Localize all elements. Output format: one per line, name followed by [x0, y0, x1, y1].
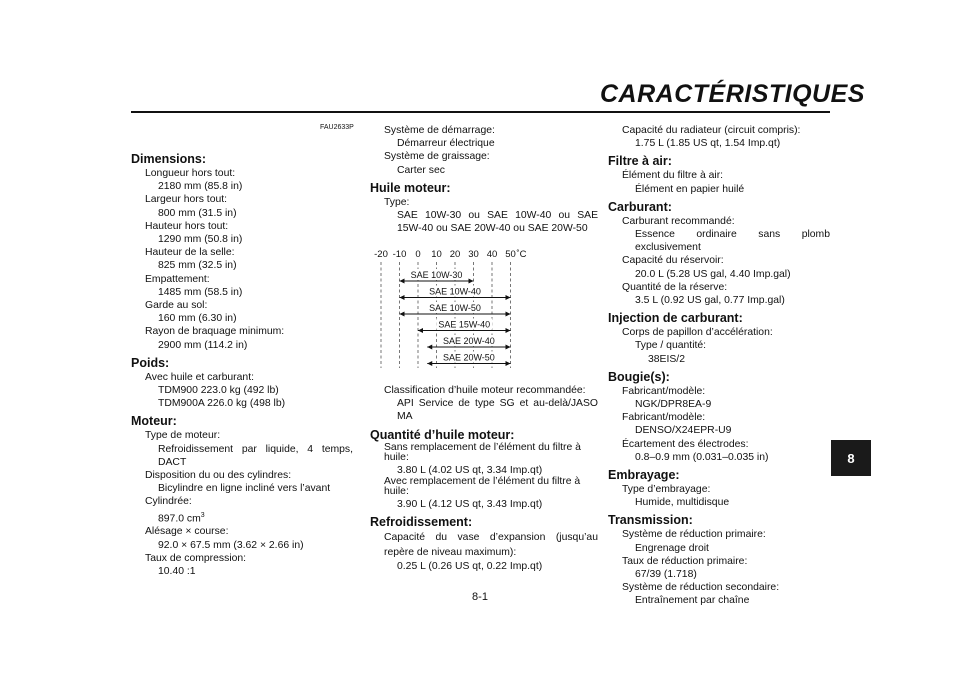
spec-label: Type de moteur:: [145, 430, 221, 442]
spec-label: Avec remplacement de l’élément du filtre à huile:: [384, 475, 581, 498]
spec-value: 160 mm (6.30 in): [158, 313, 237, 325]
spec-value: 92.0 × 67.5 mm (3.62 × 2.66 in): [158, 539, 304, 551]
range-arrow-left: [418, 328, 423, 333]
spec-value: Engrenage droit: [635, 542, 709, 554]
tick-label: -10: [392, 249, 407, 260]
spec-value: 0.8–0.9 mm (0.031–0.035 in): [635, 451, 769, 463]
tick-label: 30: [468, 249, 479, 260]
spec-label: Cylindrée:: [145, 496, 192, 508]
tick-label: 0: [415, 249, 421, 260]
spec-label: Largeur hors tout:: [145, 194, 228, 206]
spec-label: Alésage × course:: [145, 526, 229, 538]
spec-label: Système de réduction secondaire:: [622, 582, 780, 594]
spec-label: Rayon de braquage minimum:: [145, 326, 285, 338]
column-2: [370, 124, 598, 235]
spec-value: 3.5 L (0.92 US gal, 0.77 Imp.gal): [635, 295, 785, 307]
page-number: 8-1: [472, 591, 488, 603]
column-3: [608, 124, 830, 608]
spec-value: Démarreur électrique: [397, 138, 495, 150]
tick-label: 50: [505, 249, 516, 260]
range-arrow-left: [400, 279, 405, 284]
range-label: SAE 10W-40: [429, 286, 481, 297]
spec-value: 0.25 L (0.26 US qt, 0.22 Imp.qt): [397, 561, 543, 573]
spec-label: Capacité du radiateur (circuit compris):: [622, 125, 801, 136]
spec-value: 825 mm (32.5 in): [158, 260, 237, 272]
spec-value: 800 mm (31.5 in): [158, 207, 237, 219]
spec-value: Refroidissement par liquide, 4 temps, DACT: [158, 443, 353, 468]
section-heading-moteur: Moteur:: [131, 414, 177, 429]
tick-label: 20: [449, 249, 461, 260]
tick-label: 40: [486, 249, 498, 260]
range-arrow-left: [427, 345, 432, 350]
spec-label: Taux de réduction primaire:: [622, 555, 748, 567]
range-arrow-right: [469, 279, 474, 284]
spec-value: 1290 mm (50.8 in): [158, 234, 243, 246]
spec-label: Fabricant/modèle:: [622, 385, 706, 397]
section-heading-bougie: Bougie(s):: [608, 369, 670, 384]
column-2-lower: [370, 384, 598, 573]
spec-value: Essence ordinaire sans plomb exclusivement: [635, 229, 830, 254]
spec-label: Longueur hors tout:: [145, 168, 236, 179]
spec-value-displacement: [131, 509, 353, 526]
section-heading-carburant: Carburant:: [608, 199, 672, 214]
spec-label: Capacité du réservoir:: [622, 255, 724, 267]
range-label: SAE 15W-40: [438, 319, 491, 330]
spec-value: Carter sec: [397, 164, 445, 176]
oil-viscosity-chart: [366, 243, 546, 373]
spec-label: Taux de compression:: [145, 552, 247, 564]
spec-label: Garde au sol:: [145, 300, 208, 312]
section-heading-quantite-huile: Quantité d’huile moteur:: [370, 427, 515, 442]
spec-label: Empattement:: [145, 273, 210, 285]
chapter-tab: 8: [831, 440, 871, 476]
spec-label: Système de graissage:: [384, 151, 490, 163]
spec-label: Type / quantité:: [635, 340, 707, 352]
spec-label: Fabricant/modèle:: [622, 412, 706, 424]
section-heading-dimensions: Dimensions:: [131, 152, 207, 166]
spec-value: Humide, multidisque: [635, 497, 730, 509]
range-label: SAE 20W-50: [442, 352, 495, 363]
spec-value: 1.75 L (1.85 US qt, 1.54 Imp.qt): [635, 138, 781, 150]
reference-code: FAU2633P: [320, 124, 354, 131]
spec-value: Entraînement par chaîne: [635, 595, 750, 607]
displacement-value: 897.0 cm: [158, 513, 201, 525]
spec-label: Type d’embrayage:: [622, 484, 711, 496]
spec-value: 2900 mm (114.2 in): [158, 339, 248, 351]
spec-label: Hauteur hors tout:: [145, 220, 229, 232]
range-arrow-left: [400, 312, 405, 317]
page-title: CARACTÉRISTIQUES: [600, 80, 865, 108]
range-arrow-right: [506, 345, 511, 350]
spec-label: Système de réduction primaire:: [622, 529, 766, 541]
spec-value: TDM900 223.0 kg (492 lb): [158, 385, 279, 397]
spec-label: Disposition du ou des cylindres:: [145, 470, 292, 482]
spec-value: 10.40 :1: [158, 565, 196, 577]
section-heading-filtre-air: Filtre à air:: [608, 154, 672, 169]
range-arrow-right: [506, 295, 511, 300]
spec-label: Système de démarrage:: [384, 125, 495, 136]
spec-value: TDM900A 226.0 kg (498 lb): [158, 398, 286, 410]
spec-label: Sans remplacement de l’élément du filtre à huile:: [384, 441, 581, 464]
spec-label: Carburant recommandé:: [622, 215, 735, 227]
spec-value: API Service de type SG et au-delà/JASO MA: [397, 398, 598, 423]
section-heading-huile-moteur: Huile moteur:: [370, 180, 451, 195]
spec-label: Élément du filtre à air:: [622, 170, 724, 182]
spec-value: 20.0 L (5.28 US gal, 4.40 Imp.gal): [635, 268, 791, 280]
spec-value: 3.90 L (4.12 US qt, 3.43 Imp.qt): [397, 498, 543, 510]
spec-value: 1485 mm (58.5 in): [158, 286, 243, 298]
tick-label: 10: [431, 249, 442, 260]
spec-value: NGK/DPR8EA-9: [635, 399, 712, 411]
range-arrow-right: [506, 312, 511, 317]
range-arrow-left: [400, 295, 405, 300]
range-arrow-right: [506, 328, 511, 333]
column-1: [131, 148, 353, 578]
range-label: SAE 10W-50: [429, 303, 481, 313]
title-divider: [131, 111, 830, 113]
spec-label: Écartement des électrodes:: [622, 438, 749, 450]
spec-value: 38EIS/2: [648, 353, 685, 365]
section-heading-poids: Poids:: [131, 355, 170, 370]
spec-label: Type:: [384, 196, 410, 208]
section-heading-refroidissement: Refroidissement:: [370, 515, 473, 530]
spec-value: DENSO/X24EPR-U9: [635, 425, 732, 437]
spec-label: Hauteur de la selle:: [145, 247, 235, 259]
section-heading-injection: Injection de carburant:: [608, 311, 743, 326]
tick-label: -20: [374, 249, 388, 260]
range-label: SAE 10W-30: [410, 270, 463, 280]
section-heading-embrayage: Embrayage:: [608, 468, 680, 483]
spec-value: SAE 10W-30 ou SAE 10W-40 ou SAE 15W-40 ou SAE 20W-40 ou SAE 20W-50: [397, 210, 598, 235]
unit-label: ˚C: [516, 249, 527, 260]
displacement-superscript: 3: [200, 511, 205, 519]
spec-label: Quantité de la réserve:: [622, 281, 728, 293]
section-heading-transmission: Transmission:: [608, 513, 693, 528]
spec-label: Corps de papillon d’accélération:: [622, 327, 773, 339]
spec-value: 2180 mm (85.8 in): [158, 181, 243, 193]
spec-label: Capacité du vase d’expansion (jusqu’au repère de niveau maximum):: [384, 532, 598, 559]
range-label: SAE 20W-40: [442, 336, 495, 346]
spec-value: Bicylindre en ligne incliné vers l’avant: [158, 483, 331, 495]
spec-value: 67/39 (1.718): [635, 569, 697, 581]
range-arrow-right: [506, 361, 511, 366]
spec-label: Classification d’huile moteur recommandée:: [384, 385, 586, 396]
spec-label: Avec huile et carburant:: [145, 371, 254, 383]
dimensions-list: [131, 167, 353, 352]
spec-value: 3.80 L (4.02 US qt, 3.34 Imp.qt): [397, 464, 543, 476]
spec-value: Élément en papier huilé: [635, 183, 745, 195]
range-arrow-left: [427, 361, 432, 366]
